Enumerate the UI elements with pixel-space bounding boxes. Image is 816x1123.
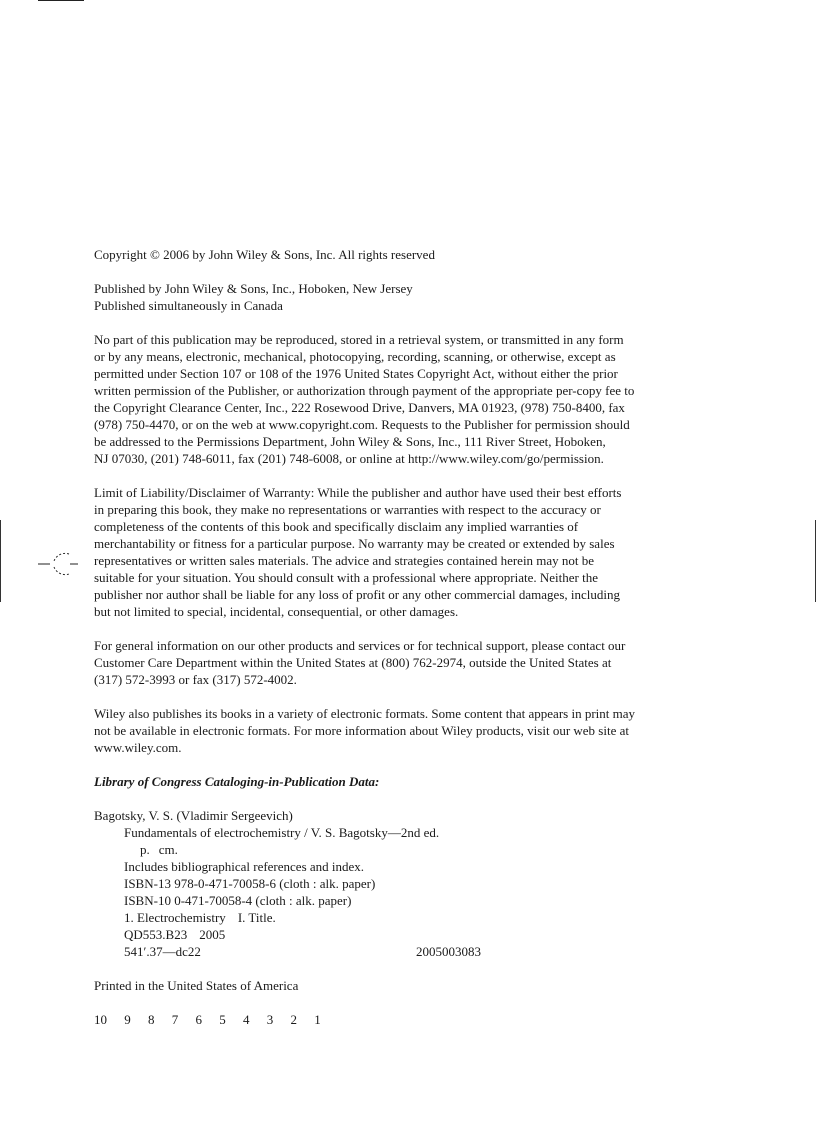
cip-author: Bagotsky, V. S. (Vladimir Sergeevich) <box>94 808 293 823</box>
text-line: written permission of the Publisher, or authorization through payment of the appropriate per-copy fee to <box>94 383 635 398</box>
cip-lc-classification <box>94 926 744 943</box>
cip-record <box>94 807 744 960</box>
cip-subjects <box>94 909 744 926</box>
text-line: Customer Care Department within the United States at (800) 762-2974, outside the United States at <box>94 655 612 670</box>
text-line: representatives or written sales materials. The advice and strategies contained herein may not be <box>94 553 595 568</box>
cip-subject: 1. Electrochemistry <box>124 910 226 925</box>
text-line: be addressed to the Permissions Department, John Wiley & Sons, Inc., 111 River Street, Hoboken, <box>94 434 606 449</box>
printing-number: 7 <box>171 1012 179 1027</box>
text-line: Wiley also publishes its books in a variety of electronic formats. Some content that appears in print may <box>94 706 636 721</box>
printed-line: Printed in the United States of America <box>94 978 299 993</box>
lc-cataloging-title: Library of Congress Cataloging-in-Publication Data: <box>94 774 380 789</box>
cip-lccn: 2005003083 <box>416 944 481 959</box>
cip-subject-title: I. Title. <box>237 910 276 925</box>
printing-number: 1 <box>314 1012 321 1027</box>
publisher-info <box>94 280 744 314</box>
copyright-line: Copyright © 2006 by John Wiley & Sons, Inc. All rights reserved <box>94 247 435 262</box>
printing-number: 4 <box>243 1012 250 1027</box>
text-line: NJ 07030, (201) 748-6011, fax (201) 748-6008, or online at http://www.wiley.com/go/permission. <box>94 451 604 466</box>
cip-lc-class: QD553.B23 <box>124 927 188 942</box>
text-line: publisher nor author shall be liable for any loss of profit or any other commercial damages, including <box>94 587 620 602</box>
cip-bibliography: Includes bibliographical references and index. <box>124 859 365 874</box>
copyright-page <box>94 246 744 1045</box>
cip-cm-label: cm. <box>158 842 178 857</box>
printing-number: 6 <box>195 1012 202 1027</box>
printing-number: 8 <box>148 1012 155 1027</box>
page-edge-left <box>0 520 1 602</box>
text-line: but not limited to special, incidental, consequential, or other damages. <box>94 604 459 619</box>
text-line: Limit of Liability/Disclaimer of Warranty: While the publisher and author have used their best efforts <box>94 485 622 500</box>
cip-isbn13: ISBN-13 978-0-471-70058-6 (cloth : alk. paper) <box>124 876 376 891</box>
printing-number: 2 <box>290 1012 297 1027</box>
cip-dewey-line <box>94 943 744 960</box>
printing-line <box>94 1011 744 1028</box>
permissions-paragraph <box>94 331 744 467</box>
published-line: Published by John Wiley & Sons, Inc., Hoboken, New Jersey <box>94 281 413 296</box>
text-line: merchantability or fitness for a particular purpose. No warranty may be created or extended by sales <box>94 536 615 551</box>
text-line: not be available in electronic formats. For more information about Wiley products, visit our web site at <box>94 723 629 738</box>
text-line: (317) 572-3993 or fax (317) 572-4002. <box>94 672 297 687</box>
text-line: suitable for your situation. You should consult with a professional where appropriate. Neither the <box>94 570 599 585</box>
lc-heading <box>94 773 744 790</box>
registration-mark-icon <box>38 547 78 581</box>
text-line: permitted under Section 107 or 108 of the 1976 United States Copyright Act, without either the prior <box>94 366 618 381</box>
printing-number: 5 <box>219 1012 226 1027</box>
crop-mark-top <box>38 0 84 1</box>
text-line: www.wiley.com. <box>94 740 182 755</box>
customer-care-paragraph <box>94 637 744 688</box>
cip-title: Fundamentals of electrochemistry / V. S. Bagotsky—2nd ed. <box>124 825 440 840</box>
text-line: For general information on our other products and services or for technical support, please contact our <box>94 638 626 653</box>
cip-pages <box>94 841 744 858</box>
cip-isbn10: ISBN-10 0-471-70058-4 (cloth : alk. paper) <box>124 893 352 908</box>
published-line: Published simultaneously in Canada <box>94 298 283 313</box>
printing-number: 10 <box>94 1012 107 1027</box>
text-line: (978) 750-4470, or on the web at www.copyright.com. Requests to the Publisher for permission should <box>94 417 630 432</box>
text-line: No part of this publication may be reproduced, stored in a retrieval system, or transmitted in any form <box>94 332 624 347</box>
text-line: the Copyright Clearance Center, Inc., 222 Rosewood Drive, Danvers, MA 01923, (978) 750-8400, fax <box>94 400 625 415</box>
text-line: or by any means, electronic, mechanical, photocopying, recording, scanning, or otherwise, except as <box>94 349 616 364</box>
cip-pages-label: p. <box>140 842 150 857</box>
cip-lc-year: 2005 <box>199 927 226 942</box>
copyright-notice <box>94 246 744 263</box>
printing-number: 9 <box>124 1012 131 1027</box>
cip-dewey: 541′.37—dc22 <box>124 944 201 959</box>
text-line: in preparing this book, they make no representations or warranties with respect to the accuracy or <box>94 502 601 517</box>
printed-in <box>94 977 744 994</box>
text-line: completeness of the contents of this book and specifically disclaim any implied warranties of <box>94 519 579 534</box>
printing-number: 3 <box>266 1012 274 1027</box>
liability-disclaimer <box>94 484 744 620</box>
electronic-formats-paragraph <box>94 705 744 756</box>
printing-number-line <box>94 1011 744 1028</box>
